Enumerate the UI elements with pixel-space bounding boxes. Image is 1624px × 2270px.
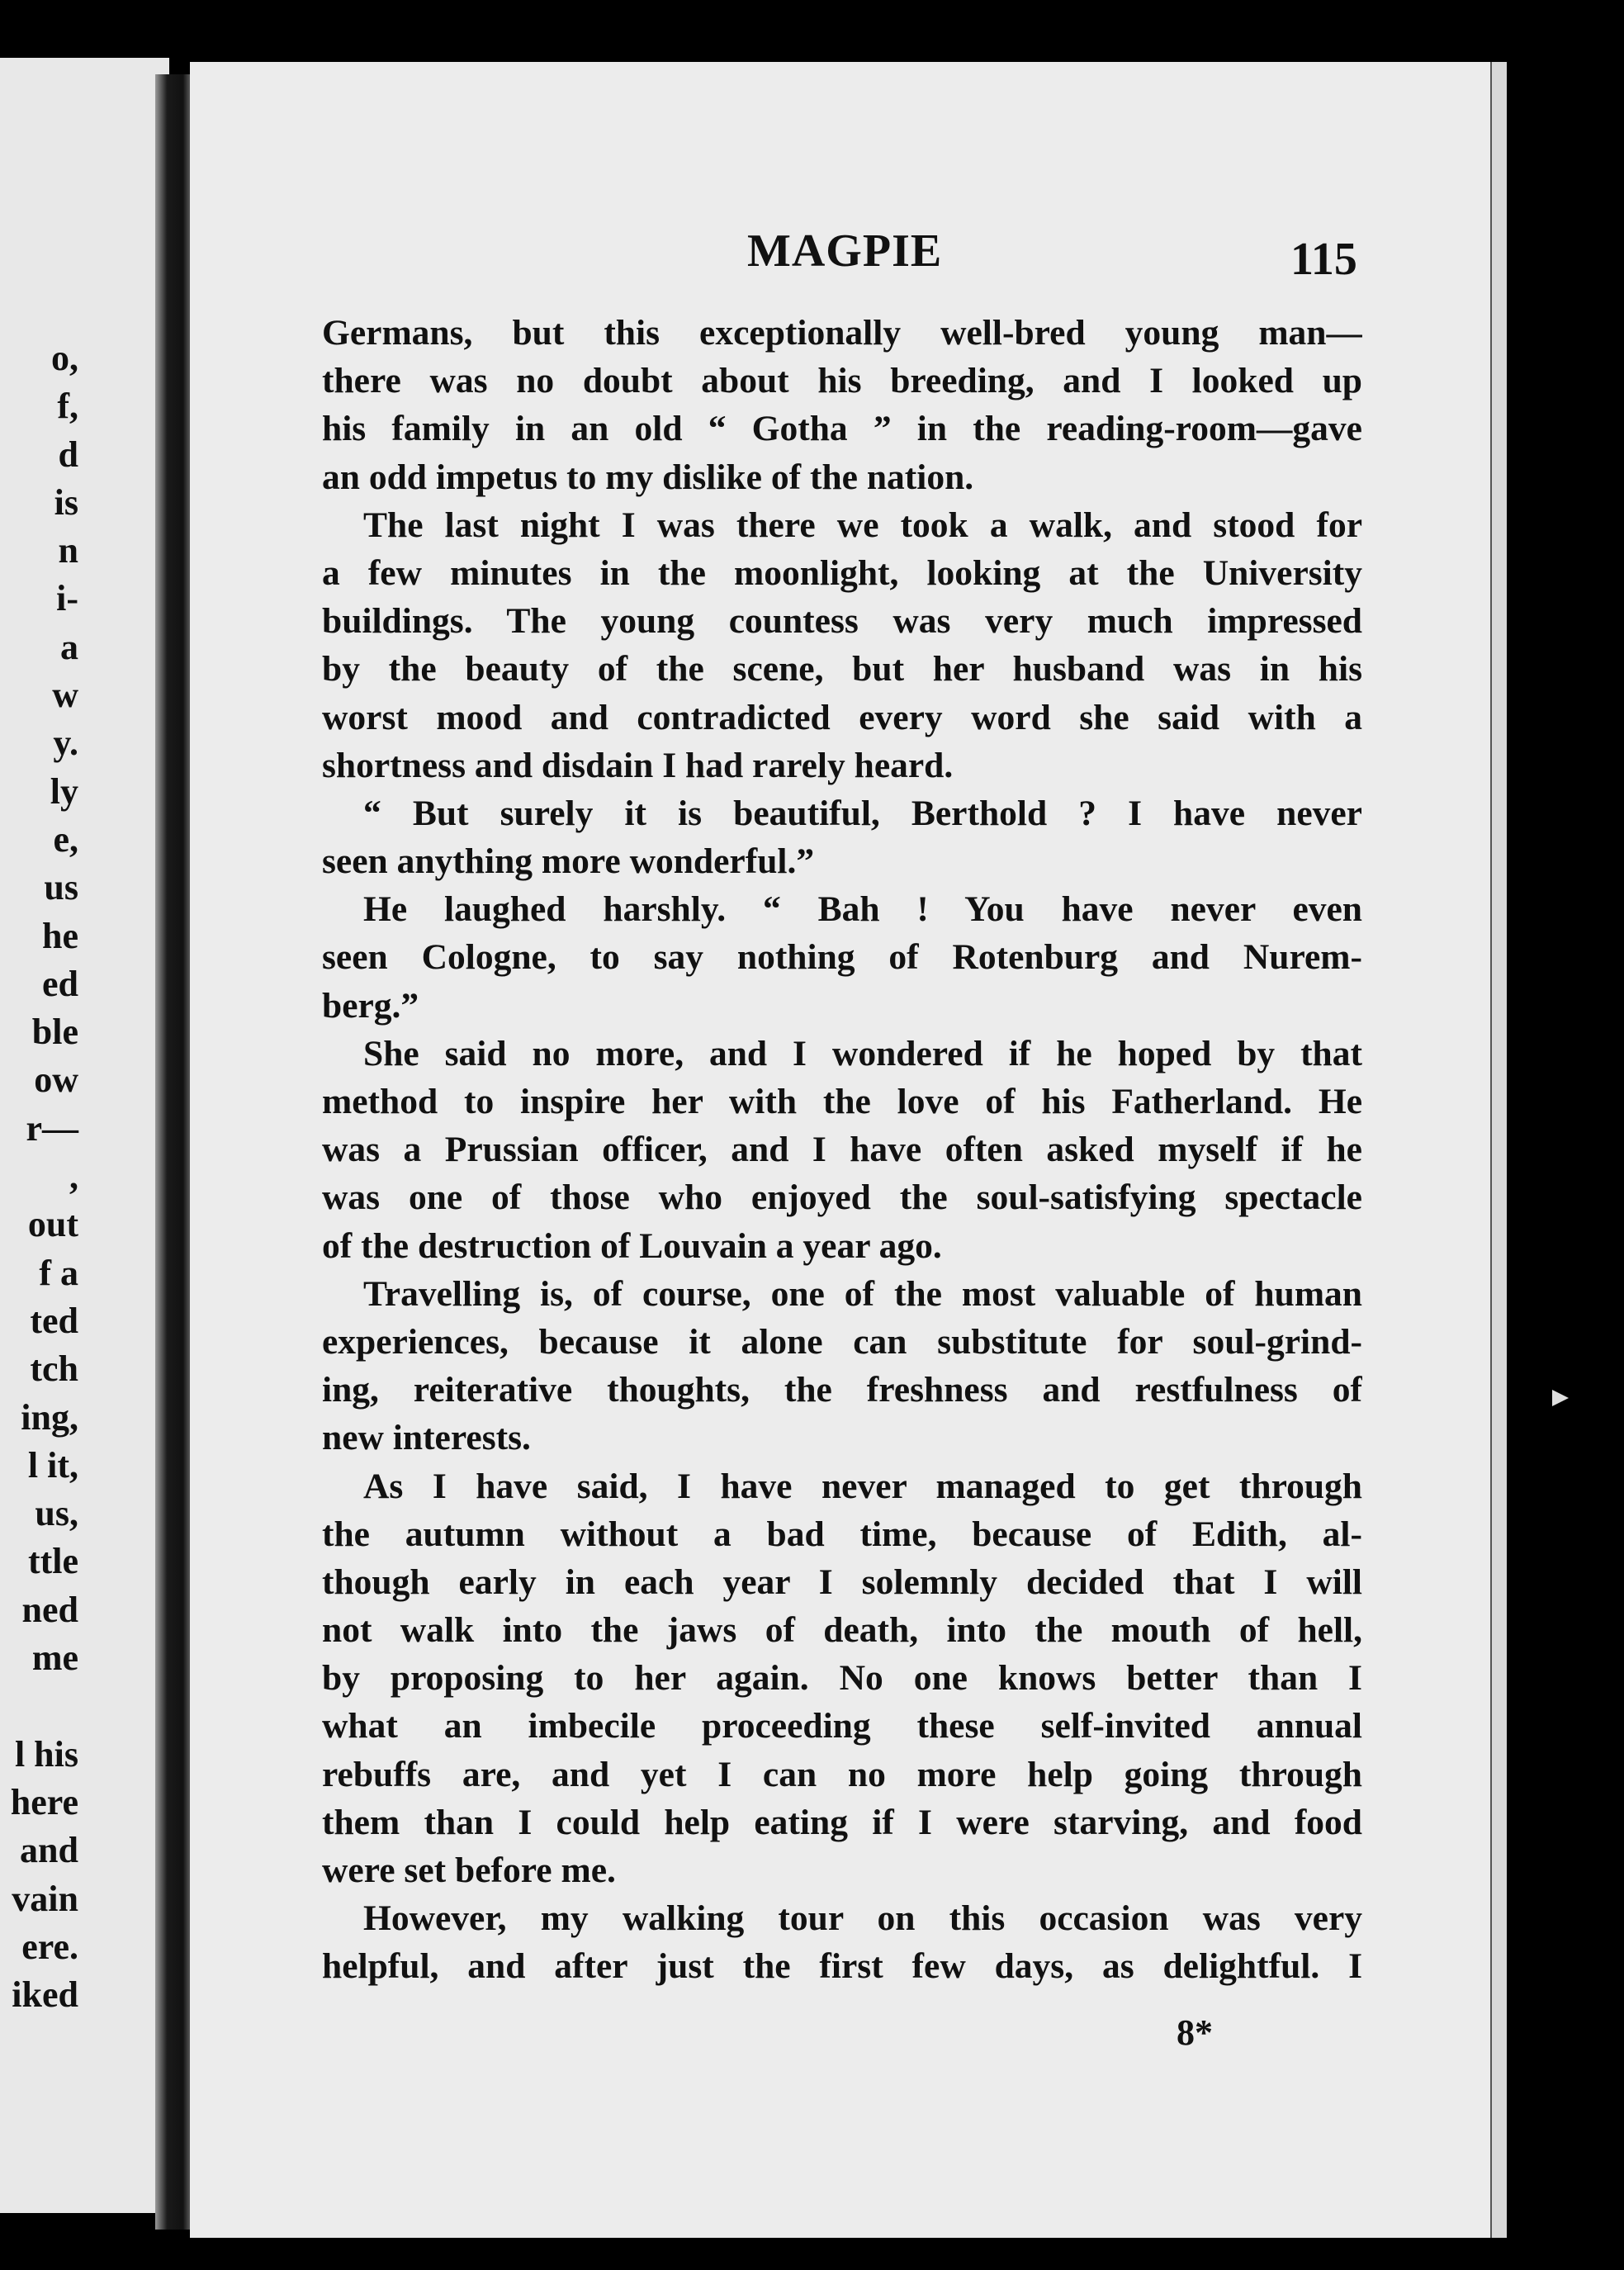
text-line: experiences, because it alone can substitute for soul-grind- (322, 1321, 1362, 1362)
text-line: He laughed harshly. “ Bah ! You have never even (363, 889, 1362, 930)
text-line: “ But surely it is beautiful, Berthold ? I have never (363, 793, 1362, 833)
left-page-edge-text: o, f, d is n i- a w y. ly e, us he ed ble ow r— , out f a ted tch ing, l it, us, ttle ned me l his here and vain ere. iked (10, 338, 78, 2016)
text-line: not walk into the jaws of death, into the mouth of hell, (322, 1610, 1362, 1651)
text-line: rebuffs are, and yet I can no more help going through (322, 1754, 1362, 1794)
text-line: there was no doubt about his breeding, and I looked up (322, 361, 1362, 401)
text-line: new interests. (322, 1418, 531, 1458)
text-line: the autumn without a bad time, because of Edith, al- (322, 1514, 1362, 1554)
text-line: shortness and disdain I had rarely heard. (322, 745, 954, 785)
text-line: The last night I was there we took a walk, and stood for (363, 505, 1362, 545)
text-line: ing, reiterative thoughts, the freshness and restfulness of (322, 1370, 1362, 1410)
text-line: though early in each year I solemnly decided that I will (322, 1562, 1362, 1602)
text-line: what an imbecile proceeding these self-invited annual (322, 1706, 1362, 1746)
running-header-title: MAGPIE (747, 225, 943, 277)
text-line: was one of those who enjoyed the soul-satisfying spectacle (322, 1178, 1362, 1218)
body-text (322, 309, 1362, 1991)
text-line: were set before me. (322, 1851, 616, 1890)
page-edge (1490, 62, 1507, 2238)
text-line: She said no more, and I wondered if he hoped by that (363, 1033, 1362, 1073)
pointer-arrow-icon (1552, 1390, 1569, 1406)
text-line: his family in an old “ Gotha ” in the reading-room—gave (322, 409, 1362, 449)
book-gutter (155, 74, 195, 2230)
text-line: method to inspire her with the love of his Fatherland. He (322, 1082, 1362, 1121)
text-line: berg.” (322, 985, 419, 1026)
page-number: 115 (1290, 234, 1357, 285)
text-line: was a Prussian officer, and I have often asked myself if he (322, 1130, 1362, 1170)
text-line: of the destruction of Louvain a year ago. (322, 1225, 942, 1266)
text-line: a few minutes in the moonlight, looking at the University (322, 552, 1362, 593)
text-line: Travelling is, of course, one of the most valuable of human (363, 1273, 1362, 1314)
text-line: buildings. The young countess was very much impressed (322, 601, 1362, 642)
text-line: helpful, and after just the first few days, as delightful. I (322, 1946, 1362, 1987)
text-line: However, my walking tour on this occasion was very (363, 1898, 1362, 1939)
text-line: them than I could help eating if I were starving, and food (322, 1802, 1362, 1842)
text-line: Germans, but this exceptionally well-bred young man— (322, 313, 1362, 353)
text-line: As I have said, I have never managed to get through (363, 1466, 1362, 1506)
text-line: seen anything more wonderful.” (322, 841, 815, 882)
text-line: by proposing to her again. No one knows better than I (322, 1658, 1362, 1699)
left-page (0, 58, 169, 2213)
text-line: an odd impetus to my dislike of the nation. (322, 457, 974, 497)
signature-mark: 8* (1177, 2012, 1213, 2053)
text-line: seen Cologne, to say nothing of Rotenburg and Nurem- (322, 937, 1362, 978)
text-line: worst mood and contradicted every word she said with a (322, 697, 1362, 737)
text-line: by the beauty of the scene, but her husband was in his (322, 649, 1362, 690)
